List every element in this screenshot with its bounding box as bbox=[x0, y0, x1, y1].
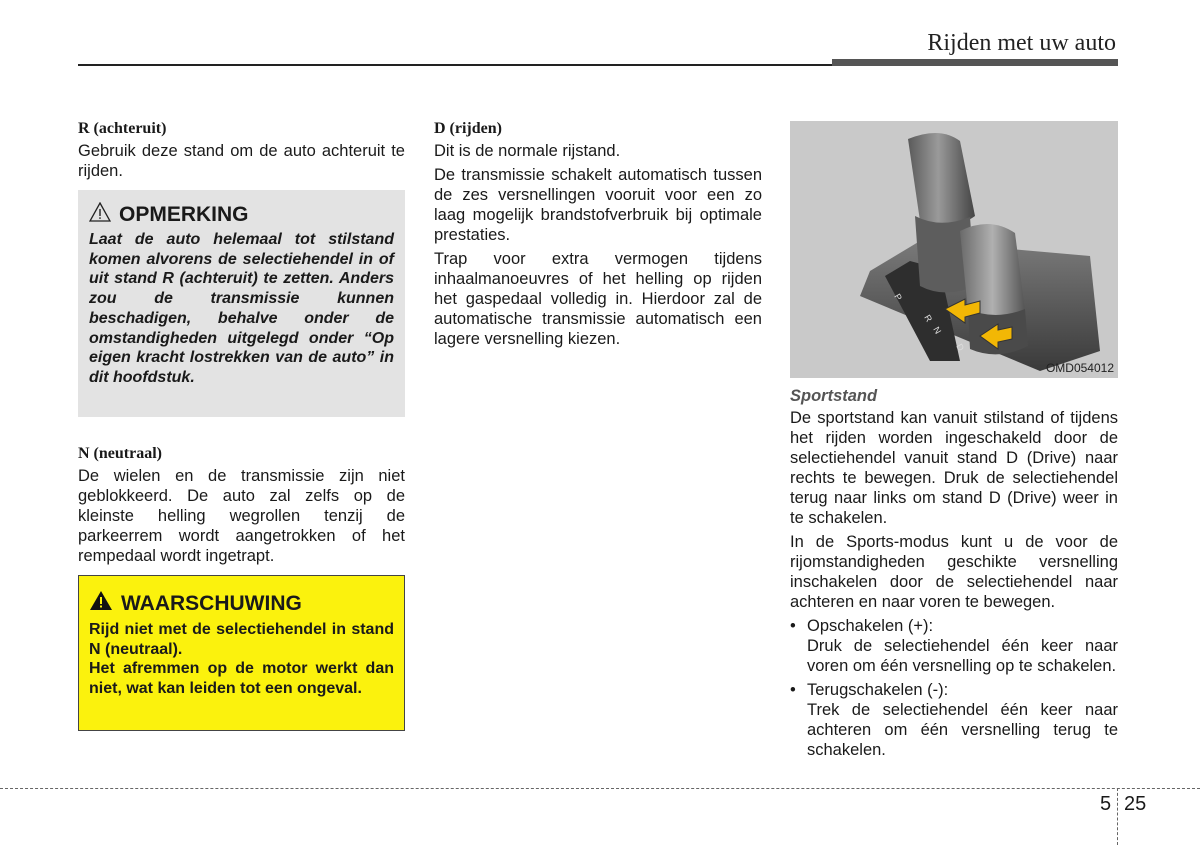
bullet-item-downshift bbox=[790, 680, 1118, 700]
chapter-number: 5 bbox=[1100, 793, 1112, 815]
section-heading-n: N (neutraal) bbox=[78, 445, 162, 462]
gear-selector-figure bbox=[790, 121, 1118, 378]
bullet-dot: • bbox=[790, 681, 796, 699]
d-paragraph-1: Dit is de normale rijstand. bbox=[434, 142, 621, 160]
bullet-label: Terugschakelen (-): bbox=[807, 681, 949, 699]
section-heading-d: D (rijden) bbox=[434, 120, 502, 137]
sport-paragraph-2: In de Sports-modus kunt u de voor de rijomstandigheden geschikte versnelling inschakelen door de selectiehendel naar achteren en naar voren te bewegen. bbox=[790, 533, 1118, 611]
warning-title-row bbox=[89, 590, 394, 617]
sport-heading: Sportstand bbox=[790, 387, 878, 405]
warning-paragraph-1: Rijd niet met de selectiehendel in stand N (neutraal). bbox=[89, 621, 394, 658]
bullet-item-upshift bbox=[790, 616, 1118, 636]
note-body: Laat de auto helemaal tot stilstand komen alvorens de selectiehendel in of uit stand R (achteruit) te zetten. Anders zou de transmissie kunnen beschadigen, behalve onder de omstandigheden uitgelegd onder “Op eigen kracht lostrekken van de auto” in dit hoofdstuk. bbox=[89, 231, 394, 386]
r-paragraph: Gebruik deze stand om de auto achteruit te rijden. bbox=[78, 142, 405, 180]
gear-letter-p: P bbox=[892, 292, 904, 303]
bullet-text-downshift: Trek de selectiehendel één keer naar achteren om één versnelling terug te schakelen. bbox=[807, 701, 1118, 759]
bullet-dot: • bbox=[790, 617, 796, 635]
d-paragraph-2: De transmissie schakelt automatisch tussen de zes versnellingen vooruit voor een zo laag mogelijk brandstofverbruik bij optimale prestaties. bbox=[434, 166, 762, 244]
section-heading-r: R (achteruit) bbox=[78, 120, 167, 137]
note-box bbox=[78, 190, 405, 417]
warning-paragraph-2: Het afremmen op de motor werkt dan niet, wat kan leiden tot een ongeval. bbox=[89, 660, 394, 698]
gear-letter-n: N bbox=[931, 325, 944, 336]
footer-divider bbox=[1117, 788, 1118, 845]
middle-column bbox=[434, 119, 762, 353]
page-number: 25 bbox=[1124, 793, 1147, 815]
note-title-row bbox=[89, 202, 394, 228]
bullet-text-upshift: Druk de selectiehendel één keer naar voren om één versnelling op te schakelen. bbox=[807, 637, 1118, 675]
gear-letter-d: D bbox=[954, 342, 967, 353]
gear-letter-r: R bbox=[922, 313, 935, 324]
warning-body bbox=[89, 620, 394, 699]
footer-rule bbox=[0, 788, 1200, 789]
d-paragraph-3: Trap voor extra vermogen tijdens inhaalmanoeuvres of het helling op rijden het gaspedaal volledig in. Hierdoor zal de automatische transmissie automatisch een lagere versnelling kiezen. bbox=[434, 250, 762, 348]
gear-shifter-illustration bbox=[790, 121, 1118, 378]
sport-paragraph-1: De sportstand kan vanuit stilstand of tijdens het rijden worden ingeschakeld door de selectiehendel vanuit stand D (Drive) naar rechts te bewegen. Druk de selectiehendel terug naar links om stand D (Drive) weer in te schakelen. bbox=[790, 409, 1118, 527]
note-title: OPMERKING bbox=[119, 203, 249, 226]
header-rule-accent bbox=[832, 59, 1118, 66]
page-header-title: Rijden met uw auto bbox=[927, 30, 1116, 56]
figure-caption: OMD054012 bbox=[1045, 361, 1114, 375]
caution-triangle-icon bbox=[89, 202, 111, 228]
left-column-lower bbox=[78, 444, 405, 570]
left-column bbox=[78, 119, 405, 185]
warning-triangle-icon bbox=[89, 590, 113, 617]
warning-title: WAARSCHUWING bbox=[121, 591, 302, 615]
right-column bbox=[790, 386, 1118, 764]
bullet-label: Opschakelen (+): bbox=[807, 617, 934, 635]
warning-box bbox=[78, 575, 405, 731]
n-paragraph: De wielen en de transmissie zijn niet geblokkeerd. De auto zal zelfs op de kleinste helling wegrollen tenzij de parkeerrem wordt aangetrokken of het rempedaal wordt ingetrapt. bbox=[78, 467, 405, 565]
